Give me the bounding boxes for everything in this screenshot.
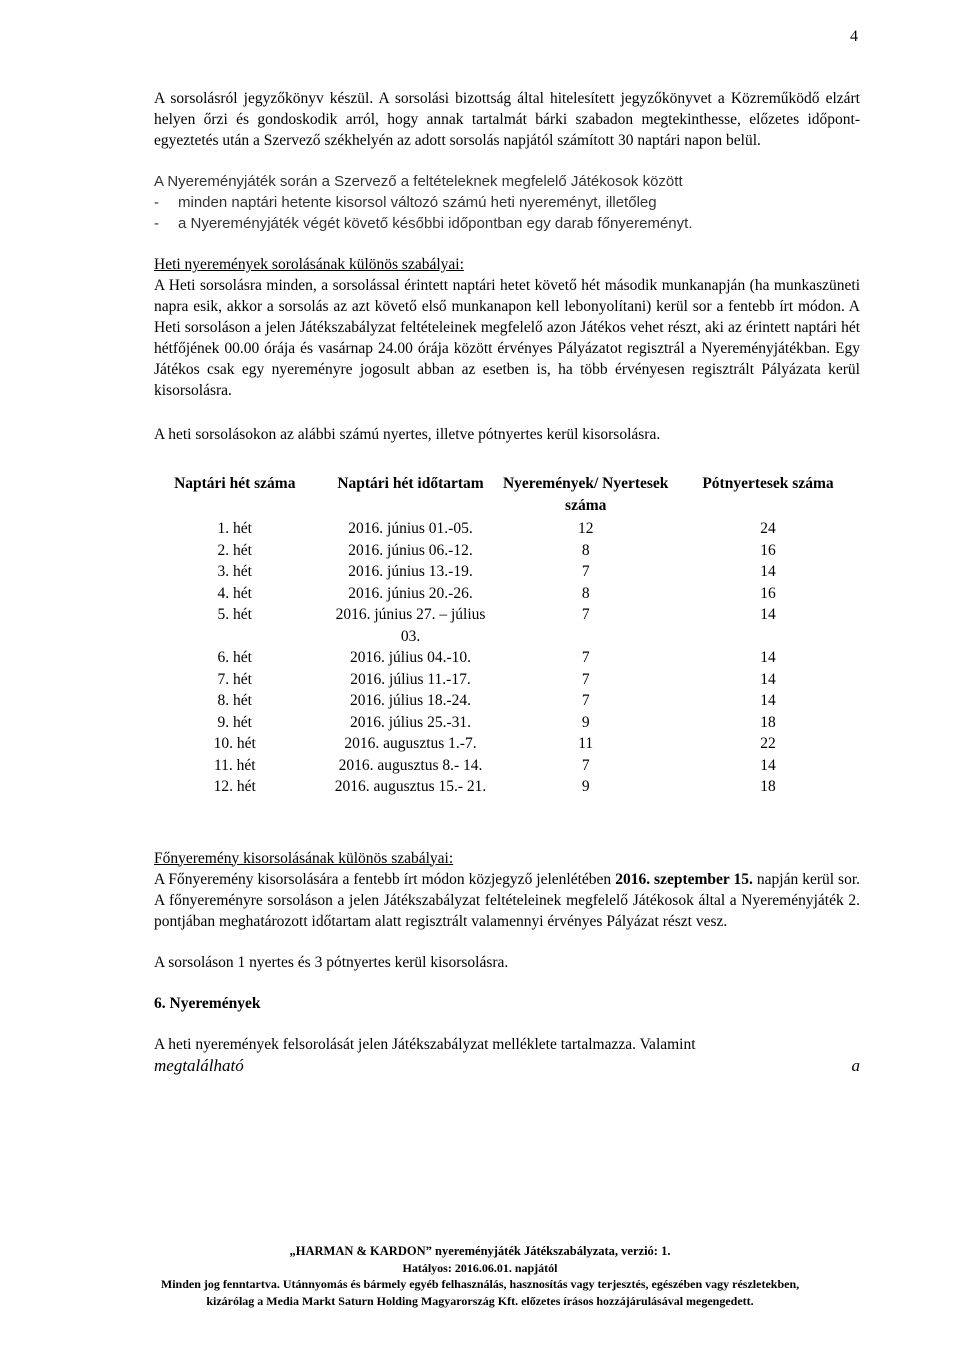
table-row [146, 583, 862, 605]
continuation-line [154, 1055, 860, 1076]
winners-cell: 9 [581, 713, 590, 731]
winners-cell: 7 [581, 670, 590, 688]
week-cell: 10. hét [213, 735, 256, 752]
weekly-rules-text: A Heti sorsolásra minden, a sorsolással érintett naptári hetet követő hét második munkanapján (ha munkaszüneti napra esik, akkor a sorsolás az azt követő első munkanapon kell lebonyolítani) kerül sor a fentebb írt módon. A Heti sorsoláson a jelen Játékszabályzat feltételeinek megfelelő azon Játékos vehet részt, aki az érintett naptári hét hétfőjének 00.00 órája és vasárnap 24.00 órája között érvényes Pályázatot regisztrál a Nyereményjátékban. Egy Játékos csak egy nyereményre jogosult abban az esetben is, ha több érvényesen regisztrált Pályázata kerül kisorsolásra. [154, 277, 860, 399]
reserves-cell: 14 [760, 606, 776, 623]
period-cell: 2016. június 01.-05. [348, 520, 473, 537]
footer-title: „HARMAN & KARDON” nyereményjáték Játékszabályzata, verzió: 1. [289, 1244, 671, 1258]
table-row [146, 647, 862, 669]
bullet-dash: - [154, 194, 159, 211]
period-cell: 2016. július 11.-17. [350, 670, 471, 688]
draw-item [154, 213, 860, 234]
table-intro: A heti sorsolásokon az alábbi számú nyertes, illetve pótnyertes kerül kisorsolásra. [154, 426, 661, 443]
winners-cell: 9 [581, 778, 590, 795]
column-header: Nyeremények/ Nyertesek száma [502, 475, 669, 514]
draw-intro: A Nyereményjáték során a Szervező a feltételeknek megfelelő Játékosok között [154, 173, 683, 190]
draw-item-text: minden naptári hetente kisorsol változó számú heti nyereményt, illetőleg [178, 194, 657, 211]
week-cell: 8. hét [217, 692, 252, 709]
week-cell: 6. hét [217, 649, 252, 666]
winners-cell: 8 [581, 584, 590, 602]
period-cell: 2016. június 13.-19. [348, 563, 473, 580]
continuation-left: megtalálható [154, 1055, 244, 1075]
period-cell: 2016. június 20.-26. [348, 584, 473, 602]
period-cell: 2016. augusztus 15.- 21. [334, 778, 487, 795]
period-cell: 2016. július 04.-10. [350, 649, 471, 666]
footer-copyright: Minden jog fenntartva. Utánnyomás és bármely egyéb felhasználás, hasznosítás vagy terjesztés, egészében vagy részletekben, [160, 1277, 800, 1291]
reserves-cell: 14 [760, 692, 776, 709]
reserves-cell: 18 [760, 713, 776, 731]
table-row [146, 690, 862, 712]
reserves-cell: 14 [760, 670, 776, 688]
winners-cell: 7 [581, 649, 590, 666]
week-cell: 5. hét [217, 606, 252, 623]
table-row [146, 733, 862, 755]
table-row [146, 604, 862, 647]
page-footer [60, 1243, 900, 1309]
week-cell: 3. hét [217, 563, 252, 580]
main-prize-text-start: A Főnyeremény kisorsolására a fentebb írt módon közjegyző jelenlétében [154, 870, 616, 888]
period-cell: 2016. augusztus 8.- 14. [338, 756, 483, 774]
week-cell: 11. hét [213, 756, 256, 774]
column-header: Naptári hét időtartam [337, 475, 484, 492]
week-cell: 9. hét [217, 713, 252, 731]
winners-cell: 7 [581, 606, 590, 623]
week-cell: 1. hét [217, 520, 252, 537]
document-body [154, 88, 860, 1076]
footer-permission: kizárólag a Media Markt Saturn Holding Magyarország Kft. előzetes írásos hozzájárulásával megengedett. [206, 1293, 754, 1308]
bullet-dash: - [154, 215, 159, 232]
table-row [146, 776, 862, 798]
winners-cell: 8 [581, 541, 590, 559]
weekly-rules-heading: Heti nyeremények sorolásának különös szabályai: [154, 256, 464, 273]
reserves-cell: 14 [760, 756, 776, 774]
main-prize-text-end: napján kerül sor. A főnyereményre sorsoláson a jelen Játékszabályzat feltételeinek megfelelő Játékosok által a Nyereményjáték 2. pontjában meghatározott időtartam alatt regisztrált valamennyi érvényes Pályázat részt vesz. [154, 870, 860, 930]
main-prize-text [154, 869, 860, 932]
footer-effective-date: Hatályos: 2016.06.01. napjától [402, 1260, 558, 1275]
main-prize-winners: A sorsoláson 1 nyertes és 3 pótnyertes kerül kisorsolásra. [154, 953, 509, 971]
table-row [146, 669, 862, 691]
table-row [146, 540, 862, 562]
draw-item-text: a Nyereményjáték végét követő későbbi időpontban egy darab főnyereményt. [178, 215, 693, 232]
reserves-cell: 22 [760, 735, 776, 752]
page-number: 4 [850, 28, 858, 45]
table-row [146, 712, 862, 734]
reserves-cell: 14 [760, 649, 776, 666]
reserves-cell: 24 [760, 520, 776, 537]
continuation-right: a [851, 1055, 860, 1075]
period-cell: 2016. június 06.-12. [348, 541, 473, 559]
table-row [146, 755, 862, 777]
reserves-cell: 18 [760, 778, 776, 795]
main-prize-date: 2016. szeptember 15. [615, 870, 753, 888]
winners-cell: 11 [578, 735, 594, 752]
section-heading: 6. Nyeremények [154, 994, 261, 1012]
winners-cell: 7 [581, 563, 590, 580]
week-cell: 7. hét [217, 670, 252, 688]
winners-cell: 12 [577, 520, 594, 537]
winners-cell: 7 [581, 692, 590, 709]
intro-paragraph: A sorsolásról jegyzőkönyv készül. A sorsolási bizottság által hitelesített jegyzőkönyvet a Közreműködő elzárt helyen őrzi és gondoskodik arról, hogy annak tartalmát bárki szabadon megtekinthesse, előzetes időpont-egyeztetés után a Szervező székhelyén az adott sorsolás napjától számított 30 naptári napon belül. [154, 90, 860, 149]
draw-section [154, 171, 860, 234]
reserves-cell: 16 [760, 541, 776, 559]
reserves-cell: 16 [760, 584, 776, 602]
period-cell: 2016. július 25.-31. [350, 713, 471, 731]
period-cell: 2016. július 18.-24. [350, 692, 471, 709]
table-header-row [146, 473, 862, 518]
weekly-draw-table [146, 473, 862, 798]
main-prize-heading: Főnyeremény kisorsolásának különös szabályai: [154, 849, 454, 867]
week-cell: 12. hét [213, 778, 256, 795]
column-header: Pótnyertesek száma [702, 475, 834, 492]
period-cell: 2016. augusztus 1.-7. [344, 735, 477, 752]
week-cell: 4. hét [217, 584, 252, 602]
table-row [146, 561, 862, 583]
period-cell: 2016. június 27. – július 03. [335, 606, 486, 645]
winners-cell: 7 [581, 756, 590, 774]
prizes-text: A heti nyeremények felsorolását jelen Játékszabályzat melléklete tartalmazza. Valamint [154, 1035, 696, 1053]
table-row [146, 518, 862, 540]
column-header: Naptári hét száma [174, 475, 296, 492]
draw-item [154, 192, 860, 213]
reserves-cell: 14 [760, 563, 776, 580]
week-cell: 2. hét [217, 541, 252, 559]
